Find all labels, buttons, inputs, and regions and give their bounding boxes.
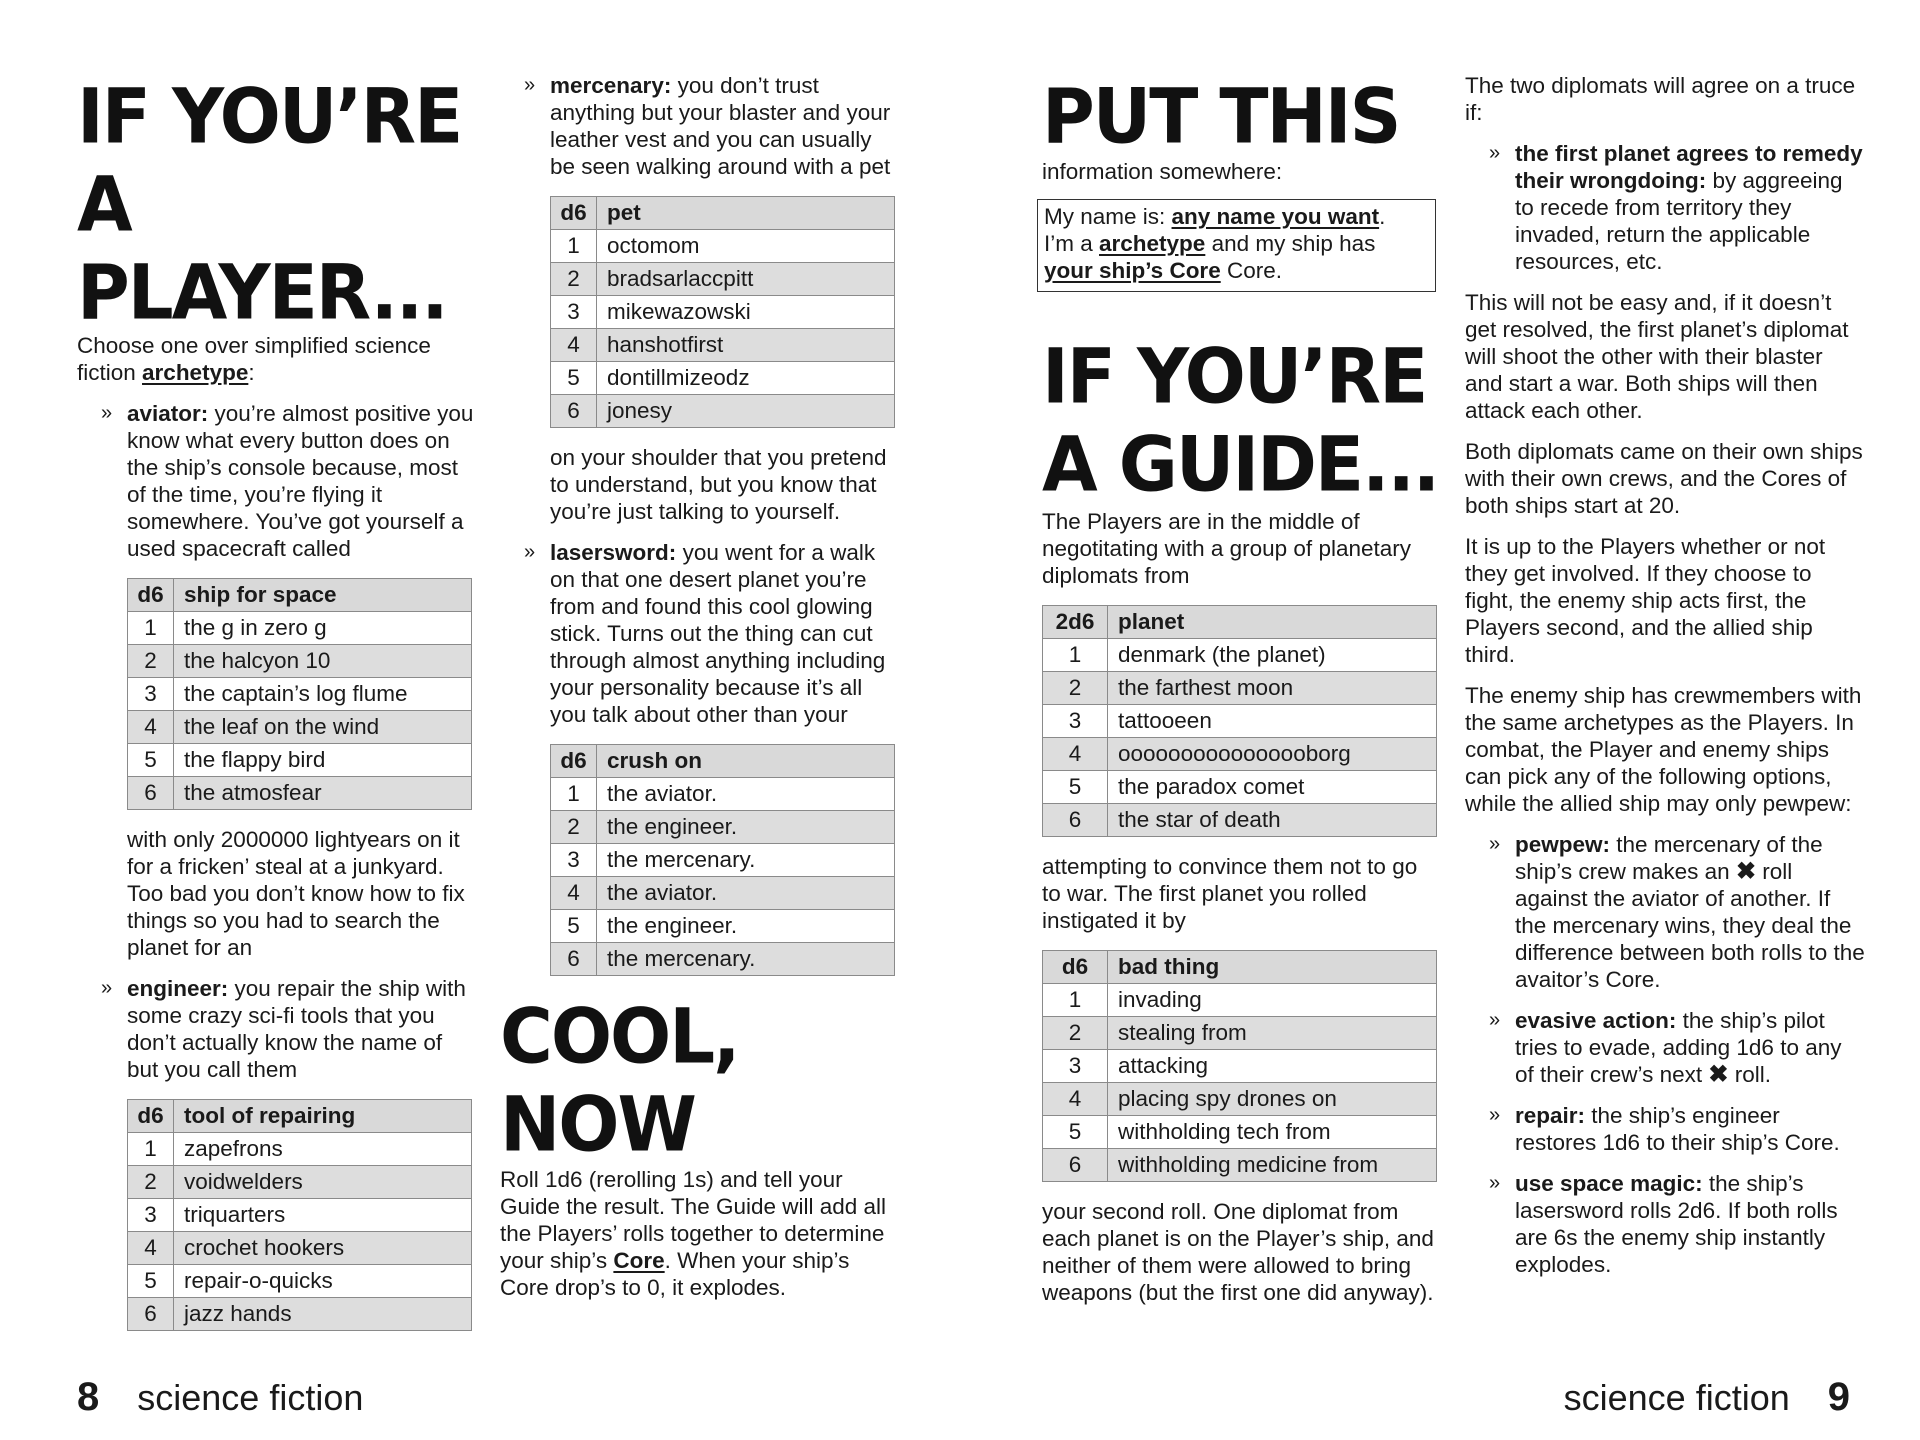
evasive-option: » evasive action: the ship’s pilot tries to evade, adding 1d6 to any of their crew’s next ✖ roll. [1489, 1008, 1842, 1088]
player-heading [77, 72, 477, 337]
table-row: 4 placing spy drones on [1043, 1083, 1437, 1116]
player-heading-line2: A PLAYER... [77, 160, 447, 337]
character-box: My name is: any name you want. I’m a archetype and my ship has your ship’s Core Core. [1037, 199, 1436, 292]
cross-icon: ✖ [1735, 858, 1757, 885]
table-row: 3 triquarters [128, 1199, 472, 1232]
table-row: 6 jazz hands [128, 1298, 472, 1331]
table-row: 1 invading [1043, 984, 1437, 1017]
table-row: 5 repair-o-quicks [128, 1265, 472, 1298]
table-row: 4 crochet hookers [128, 1232, 472, 1265]
bullet-icon: » [101, 977, 113, 999]
table-row: 6 the star of death [1043, 804, 1437, 837]
crush-table [550, 744, 895, 976]
bullet-icon: » [1489, 142, 1501, 164]
table-row: 3 tattooeen [1043, 705, 1437, 738]
archetype-link: archetype [142, 360, 249, 385]
table-row: 4 hanshotfirst [551, 329, 895, 362]
table-row: 2 bradsarlaccpitt [551, 263, 895, 296]
table-row: 1 the g in zero g [128, 612, 472, 645]
put-this-heading: PUT THIS [1042, 72, 1400, 161]
truce-p3: It is up to the Players whether or not they get involved. If they choose to fight, the enemy ship acts first, the Players second, and the allied ship third. [1465, 534, 1826, 667]
table-row: 2 the halcyon 10 [128, 645, 472, 678]
bullet-icon: » [524, 74, 536, 96]
name-field: any name you want [1171, 204, 1380, 229]
core-link: Core [613, 1248, 665, 1273]
truce-p4: The enemy ship has crewmembers with the same archetypes as the Players. In combat, the Player and enemy ships can pick any of the following options, while the allied ship may only pewpew: [1465, 683, 1862, 816]
truce-condition: » the first planet agrees to remedy their wrongdoing: by aggreeing to recede from territory they invaded, return the applicable resources, etc. [1489, 141, 1863, 274]
table-header: d6 crush on [551, 745, 895, 778]
engineer-item: » engineer: you repair the ship with some crazy sci-fi tools that you don’t actually know the name of but you call them [101, 976, 466, 1082]
bullet-icon: » [1489, 1009, 1501, 1031]
bad-thing-table [1042, 950, 1437, 1182]
bullet-icon: » [101, 402, 113, 424]
table-row: 3 attacking [1043, 1050, 1437, 1083]
table-row: 4 oooooooooooooooborg [1043, 738, 1437, 771]
mercenary-item: » mercenary: you don’t trust anything but your blaster and your leather vest and you can usually be seen walking around with a pet [524, 73, 891, 179]
table-row: 6 the atmosfear [128, 777, 472, 810]
mercenary-after-text: on your shoulder that you pretend to understand, but you know that you’re just talking to yourself. [550, 445, 887, 524]
table-row: 1 denmark (the planet) [1043, 639, 1437, 672]
table-header: d6 ship for space [128, 579, 472, 612]
footer-title-right: science fiction [1563, 1377, 1790, 1418]
table-row: 2 the farthest moon [1043, 672, 1437, 705]
right-column-1 [1042, 72, 1442, 1320]
table-row: 3 mikewazowski [551, 296, 895, 329]
footer-title-left: science fiction [137, 1377, 364, 1418]
ship-table [127, 578, 472, 810]
truce-p1: This will not be easy and, if it doesn’t get resolved, the first planet’s diplomat will shoot the other with their blaster and start a war. Both ships will then attack each other. [1465, 290, 1849, 423]
table-row: 1 the aviator. [551, 778, 895, 811]
page-number-right: 9 [1827, 1375, 1850, 1419]
guide-heading-line1: IF YOU’RE [1042, 332, 1427, 421]
table-row: 5 withholding tech from [1043, 1116, 1437, 1149]
tool-table [127, 1099, 472, 1331]
table-row: 5 dontillmizeodz [551, 362, 895, 395]
table-row: 6 withholding medicine from [1043, 1149, 1437, 1182]
table-row: 1 octomom [551, 230, 895, 263]
cool-now-text: Roll 1d6 (rerolling 1s) and tell your Guide the result. The Guide will add all the Players’ rolls together to determine your ship’s Core. When your ship’s Core drop’s to 0, it explodes. [500, 1167, 887, 1300]
space-magic-option: » use space magic: the ship’s lasersword rolls 2d6. If both rolls are 6s the enemy ship instantly explodes. [1489, 1171, 1838, 1277]
aviator-after-text: with only 2000000 lightyears on it for a fricken’ steal at a junkyard. Too bad you don’t know how to fix things so you had to search the planet for an [127, 827, 465, 960]
pewpew-option: » pewpew: the mercenary of the ship’s crew makes an ✖ roll against the aviator of another. If the mercenary wins, they deal the difference between both rolls to the avaitor’s Core. [1489, 832, 1865, 992]
pet-table [550, 196, 895, 428]
table-row: 2 stealing from [1043, 1017, 1437, 1050]
aviator-item: » aviator: you’re almost positive you know what every button does on the ship’s console because, most of the time, you’re flying it somewhere. You’ve got yourself a used spacecraft called [101, 401, 474, 561]
guide-after-planet: attempting to convince them not to go to war. The first planet you rolled instigated it by [1042, 854, 1418, 933]
bullet-icon: » [1489, 1104, 1501, 1126]
page-number-left: 8 [77, 1375, 100, 1419]
archetype-field: archetype [1099, 231, 1206, 256]
guide-heading-line2: A GUIDE... [1042, 420, 1439, 509]
table-row: 5 the flappy bird [128, 744, 472, 777]
bullet-icon: » [524, 541, 536, 563]
truce-intro: The two diplomats will agree on a truce if: [1465, 73, 1856, 125]
bullet-icon: » [1489, 1172, 1501, 1194]
put-this-sub: information somewhere: [1042, 159, 1283, 184]
table-row: 1 zapefrons [128, 1133, 472, 1166]
cross-icon: ✖ [1708, 1061, 1729, 1088]
table-header: d6 bad thing [1043, 951, 1437, 984]
table-row: 6 jonesy [551, 395, 895, 428]
table-row: 5 the engineer. [551, 910, 895, 943]
table-header: 2d6 planet [1043, 606, 1437, 639]
table-row: 5 the paradox comet [1043, 771, 1437, 804]
guide-after-bad: your second roll. One diplomat from each planet is on the Player’s ship, and neither of them were allowed to bring weapons (but the first one did anyway). [1042, 1199, 1434, 1305]
table-row: 4 the leaf on the wind [128, 711, 472, 744]
player-intro: Choose one over simplified science fiction archetype: [77, 333, 431, 385]
left-column-1 [77, 72, 477, 1347]
player-heading-line1: IF YOU’RE [77, 72, 462, 161]
right-footer [1564, 1377, 1850, 1418]
lasersword-item: » lasersword: you went for a walk on that one desert planet you’re from and found this cool glowing stick. Turns out the thing can cut through almost anything including your personality because it’s all you talk about other than your [524, 540, 886, 727]
table-row: 3 the mercenary. [551, 844, 895, 877]
guide-intro: The Players are in the middle of negotitating with a group of planetary diplomats from [1042, 509, 1411, 588]
table-row: 2 the engineer. [551, 811, 895, 844]
core-field: your ship’s Core [1044, 258, 1221, 283]
table-row: 2 voidwelders [128, 1166, 472, 1199]
right-column-2 [1465, 72, 1865, 1292]
planet-table [1042, 605, 1437, 837]
table-header: d6 tool of repairing [128, 1100, 472, 1133]
cool-now-heading: COOL, NOW [500, 992, 739, 1169]
table-row: 3 the captain’s log flume [128, 678, 472, 711]
guide-heading [1042, 332, 1442, 508]
repair-option: » repair: the ship’s engineer restores 1d6 to their ship’s Core. [1489, 1103, 1840, 1155]
truce-p2: Both diplomats came on their own ships with their own crews, and the Cores of both ships start at 20. [1465, 439, 1863, 518]
table-header: d6 pet [551, 197, 895, 230]
table-row: 4 the aviator. [551, 877, 895, 910]
table-row: 6 the mercenary. [551, 943, 895, 976]
bullet-icon: » [1489, 833, 1501, 855]
left-column-2 [500, 72, 900, 1315]
left-footer [77, 1377, 363, 1418]
